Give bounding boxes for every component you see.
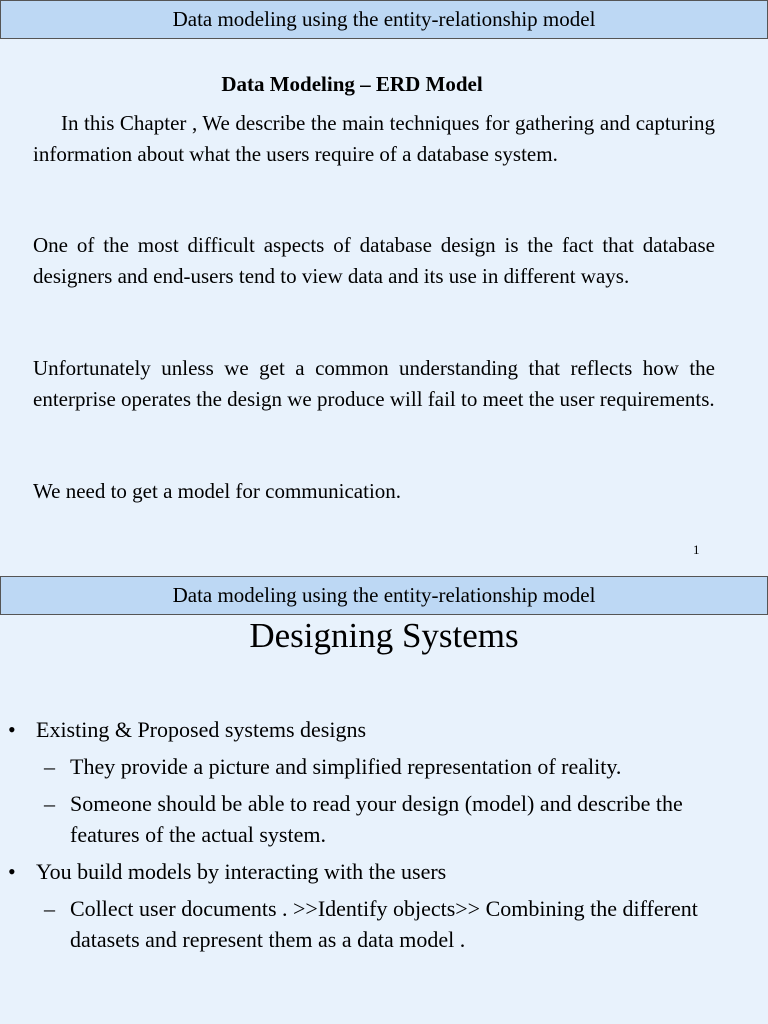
paragraph: We need to get a model for communication.	[33, 479, 402, 503]
bullet-item	[0, 714, 768, 745]
paragraph: One of the most difficult aspects of database design is the fact that database designers and end-users tend to view data and its use in different ways.	[33, 233, 715, 288]
sub-bullet-item	[0, 788, 750, 850]
sub-bullet-item	[0, 893, 750, 955]
bullet-text: Existing & Proposed systems designs	[36, 717, 367, 742]
slide-header: Data modeling using the entity-relationship model	[0, 0, 768, 39]
slide-2	[0, 576, 768, 1024]
slide-title: Data Modeling – ERD Model	[221, 72, 483, 96]
dash-mark: –	[44, 896, 55, 921]
bullet-list	[0, 714, 768, 961]
paragraph: Unfortunately unless we get a common understanding that reflects how the enterprise operates the design we produce will fail to meet the user requirements.	[33, 356, 715, 411]
slide-header: Data modeling using the entity-relationship model	[0, 576, 768, 615]
bullet-text: You build models by interacting with the users	[36, 859, 447, 884]
slide-title: Designing Systems	[249, 616, 519, 655]
bullet-mark: •	[8, 859, 16, 884]
sub-bullet-item	[0, 751, 750, 782]
dash-mark: –	[44, 754, 55, 779]
dash-mark: –	[44, 791, 55, 816]
page-number: 1	[693, 542, 700, 557]
bullet-text: They provide a picture and simplified representation of reality.	[70, 754, 622, 779]
bullet-mark: •	[8, 717, 16, 742]
paragraph: In this Chapter , We describe the main techniques for gathering and capturing information about what the users require of a database system.	[33, 111, 715, 166]
bullet-item	[0, 856, 768, 887]
bullet-text: Someone should be able to read your design (model) and describe the features of the actual system.	[70, 791, 683, 847]
bullet-text: Collect user documents . >>Identify objects>> Combining the different datasets and represent them as a data model .	[70, 896, 698, 952]
